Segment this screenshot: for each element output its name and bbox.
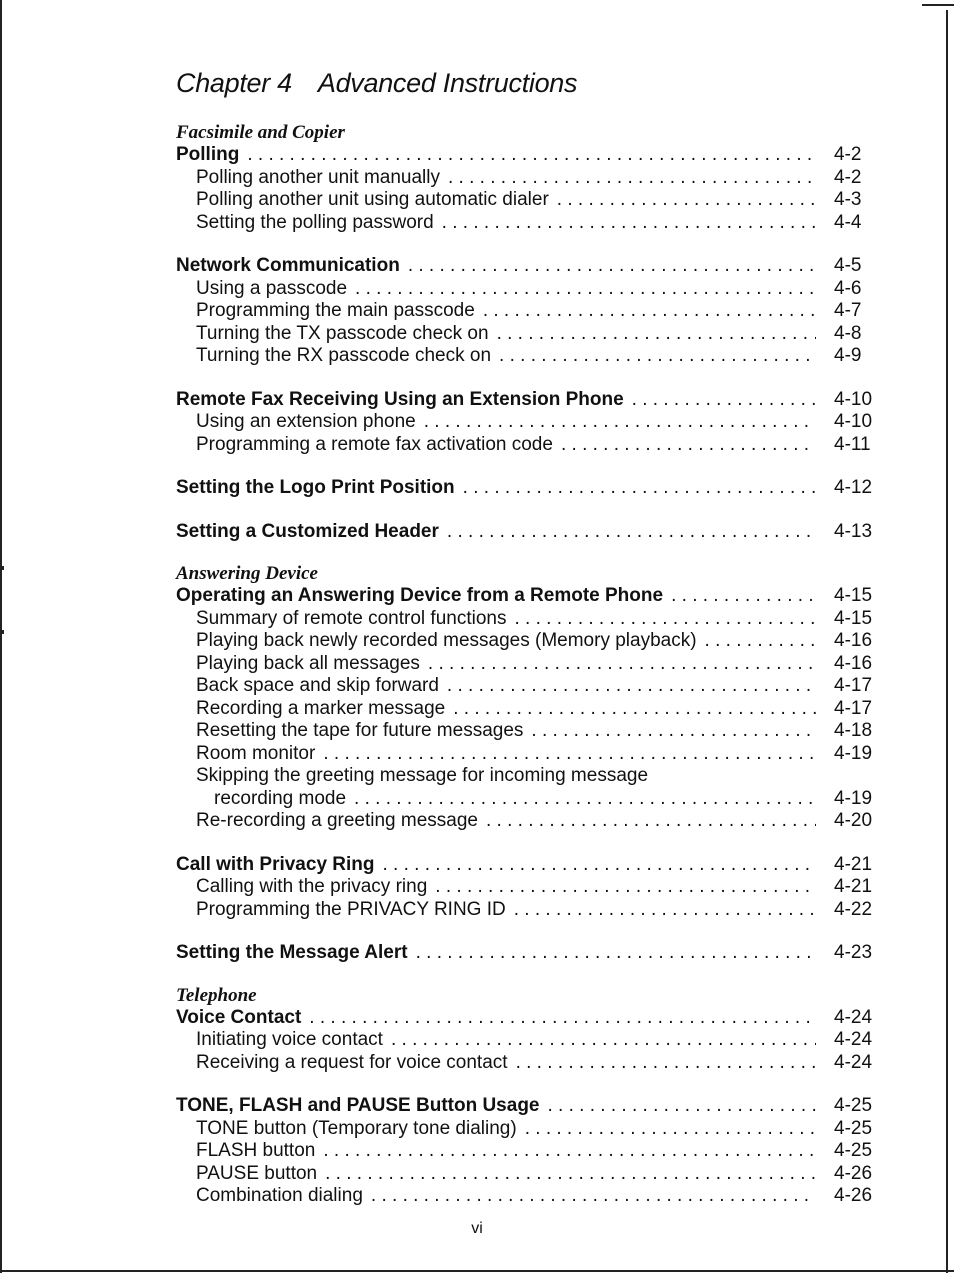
- entry-title: Voice Contact: [176, 1006, 302, 1028]
- entry-page-number: 4-19: [834, 787, 873, 809]
- corner-mark: [922, 4, 954, 6]
- dot-leader: [309, 1007, 816, 1030]
- section-category: Telephone: [176, 984, 257, 1006]
- toc-subentry[interactable]: [176, 653, 882, 676]
- dot-leader: [486, 810, 816, 833]
- entry-page-number: 4-13: [834, 520, 873, 542]
- dot-leader: [483, 300, 816, 323]
- dot-leader: [323, 743, 816, 766]
- dot-leader: [448, 167, 816, 190]
- dot-leader: [383, 854, 817, 877]
- entry-page-number: 4-4: [834, 211, 862, 233]
- entry-page-number: 4-21: [834, 876, 873, 897]
- entry-page-number: 4-23: [834, 942, 873, 963]
- toc-heading-entry[interactable]: [176, 144, 882, 167]
- entry-title: Skipping the greeting message for incoming message: [196, 765, 649, 786]
- toc-heading-entry[interactable]: [176, 1095, 882, 1118]
- entry-title: Turning the RX passcode check on: [196, 345, 492, 366]
- entry-title: Operating an Answering Device from a Remote Phone: [176, 585, 664, 606]
- entry-title: Recording a marker message: [196, 697, 446, 719]
- dot-leader: [525, 1118, 816, 1141]
- chapter-title: Advanced Instructions: [317, 68, 578, 98]
- toc-subentry[interactable]: [176, 411, 882, 434]
- entry-page-number: 4-6: [834, 277, 862, 299]
- dot-leader: [323, 1140, 816, 1163]
- entry-page-number: 4-17: [834, 675, 873, 696]
- toc-heading-entry[interactable]: [176, 585, 882, 608]
- entry-page-number: 4-8: [834, 322, 862, 344]
- entry-title: Setting a Customized Header: [176, 520, 439, 542]
- entry-title: Receiving a request for voice contact: [196, 1051, 508, 1073]
- dot-leader: [428, 653, 816, 676]
- toc-subentry[interactable]: [176, 1029, 882, 1052]
- entry-title: Summary of remote control functions: [196, 607, 507, 629]
- toc-subentry[interactable]: [176, 675, 882, 698]
- entry-title: Resetting the tape for future messages: [196, 720, 524, 741]
- toc-subentry[interactable]: [176, 189, 882, 212]
- dot-leader: [442, 212, 816, 235]
- entry-page-number: 4-9: [834, 345, 862, 366]
- edge-tick: [0, 566, 4, 570]
- toc-subentry[interactable]: [176, 278, 882, 301]
- toc-subentry[interactable]: [176, 1163, 882, 1186]
- entry-page-number: 4-24: [834, 1051, 873, 1073]
- dot-leader: [632, 389, 816, 412]
- dot-leader: [447, 521, 816, 544]
- toc-subentry[interactable]: [176, 630, 882, 653]
- toc-subentry[interactable]: [176, 300, 882, 323]
- dot-leader: [557, 189, 816, 212]
- dot-leader: [435, 876, 816, 899]
- dot-leader: [463, 477, 816, 500]
- dot-leader: [499, 345, 816, 368]
- entry-page-number: 4-16: [834, 652, 873, 674]
- table-of-contents: [176, 122, 882, 1208]
- entry-title: Re-recording a greeting message: [196, 810, 478, 831]
- toc-subentry[interactable]: [176, 608, 882, 631]
- entry-page-number: 4-25: [834, 1140, 873, 1161]
- dot-leader: [371, 1185, 816, 1208]
- entry-page-number: 4-17: [834, 697, 873, 719]
- entry-title: PAUSE button: [196, 1162, 318, 1184]
- toc-heading-entry[interactable]: [176, 1007, 882, 1030]
- chapter-number: Chapter 4: [176, 68, 292, 98]
- toc-subentry[interactable]: [176, 899, 882, 922]
- entry-title: Polling another unit manually: [196, 166, 440, 188]
- toc-subentry[interactable]: [176, 810, 882, 833]
- entry-page-number: 4-16: [834, 630, 873, 651]
- dot-leader: [514, 899, 816, 922]
- dot-leader: [424, 411, 816, 434]
- entry-page-number: 4-15: [834, 585, 873, 606]
- entry-title: Playing back newly recorded messages (Memory playback): [196, 630, 697, 651]
- toc-heading-entry[interactable]: [176, 521, 882, 544]
- toc-subentry[interactable]: [176, 1185, 882, 1208]
- toc-subentry[interactable]: [176, 876, 882, 899]
- toc-subentry[interactable]: [176, 1118, 882, 1141]
- dot-leader: [416, 942, 816, 965]
- entry-page-number: 4-19: [834, 742, 873, 764]
- entry-page-number: 4-3: [834, 189, 862, 210]
- entry-page-number: 4-18: [834, 720, 873, 741]
- dot-leader: [354, 788, 816, 811]
- entry-title: Polling: [176, 144, 240, 165]
- dot-leader: [247, 144, 816, 167]
- dot-leader: [671, 585, 816, 608]
- entry-page-number: 4-10: [834, 388, 873, 410]
- dot-leader: [408, 255, 816, 278]
- dot-leader: [705, 630, 816, 653]
- entry-title: Room monitor: [196, 742, 316, 764]
- dot-leader: [548, 1095, 817, 1118]
- toc-subentry[interactable]: [176, 434, 882, 457]
- entry-page-number: 4-24: [834, 1006, 873, 1028]
- toc-heading-entry[interactable]: [176, 854, 882, 877]
- entry-title: Polling another unit using automatic dialer: [196, 189, 549, 210]
- entry-title: TONE button (Temporary tone dialing): [196, 1117, 517, 1139]
- entry-title: Setting the Logo Print Position: [176, 477, 455, 498]
- entry-page-number: 4-26: [834, 1185, 873, 1206]
- dot-leader: [447, 675, 816, 698]
- entry-page-number: 4-24: [834, 1029, 873, 1050]
- entry-title: Call with Privacy Ring: [176, 853, 375, 875]
- toc-heading-entry[interactable]: [176, 255, 882, 278]
- dot-leader: [453, 698, 816, 721]
- entry-page-number: 4-5: [834, 255, 862, 276]
- toc-subentry[interactable]: [176, 345, 882, 368]
- entry-page-number: 4-15: [834, 607, 873, 629]
- entry-title: Calling with the privacy ring: [196, 876, 428, 897]
- dot-leader: [561, 434, 816, 457]
- entry-title: recording mode: [214, 787, 347, 809]
- entry-title: Setting the Message Alert: [176, 942, 408, 963]
- entry-title: Playing back all messages: [196, 652, 420, 674]
- entry-title: Programming the PRIVACY RING ID: [196, 898, 506, 920]
- toc-subentry[interactable]: [176, 698, 882, 721]
- entry-title: Programming the main passcode: [196, 300, 475, 321]
- dot-leader: [516, 1052, 816, 1075]
- toc-heading-entry[interactable]: [176, 942, 882, 965]
- left-page-border: [0, 0, 2, 1273]
- entry-title: TONE, FLASH and PAUSE Button Usage: [176, 1095, 540, 1116]
- entry-page-number: 4-25: [834, 1117, 873, 1139]
- entry-title: Using an extension phone: [196, 411, 416, 432]
- toc-subentry[interactable]: [176, 1140, 882, 1163]
- dot-leader: [325, 1163, 816, 1186]
- page-number: vi: [471, 1220, 483, 1237]
- dot-leader: [355, 278, 816, 301]
- entry-title: Programming a remote fax activation code: [196, 433, 553, 455]
- toc-subentry[interactable]: [176, 167, 882, 190]
- toc-subentry[interactable]: [176, 720, 882, 743]
- entry-page-number: 4-12: [834, 477, 873, 498]
- entry-page-number: 4-10: [834, 411, 873, 432]
- entry-page-number: 4-2: [834, 166, 862, 188]
- entry-title: Initiating voice contact: [196, 1029, 383, 1050]
- dot-leader: [531, 720, 816, 743]
- dot-leader: [514, 608, 816, 631]
- toc-subentry[interactable]: [176, 323, 882, 346]
- toc-heading-entry[interactable]: [176, 389, 882, 412]
- section-category: Answering Device: [176, 563, 318, 584]
- toc-subentry[interactable]: [176, 788, 882, 811]
- right-page-border: [946, 10, 948, 1273]
- section-category: Facsimile and Copier: [176, 122, 345, 143]
- entry-title: Remote Fax Receiving Using an Extension Phone: [176, 388, 624, 410]
- entry-page-number: 4-21: [834, 853, 873, 875]
- entry-page-number: 4-2: [834, 144, 862, 165]
- entry-page-number: 4-22: [834, 898, 873, 920]
- dot-leader: [497, 323, 816, 346]
- entry-page-number: 4-7: [834, 300, 862, 321]
- entry-title: Combination dialing: [196, 1185, 363, 1206]
- entry-title: Setting the polling password: [196, 211, 434, 233]
- toc-heading-entry[interactable]: [176, 477, 882, 500]
- entry-page-number: 4-26: [834, 1162, 873, 1184]
- bottom-page-border: [0, 1270, 954, 1272]
- toc-subentry[interactable]: [176, 212, 882, 235]
- entry-title: FLASH button: [196, 1140, 316, 1161]
- entry-page-number: 4-11: [834, 433, 871, 455]
- entry-page-number: 4-25: [834, 1095, 873, 1116]
- toc-subentry[interactable]: [176, 765, 882, 788]
- toc-subentry[interactable]: [176, 1052, 882, 1075]
- dot-leader: [391, 1029, 816, 1052]
- toc-subentry[interactable]: [176, 743, 882, 766]
- chapter-heading: [176, 68, 577, 99]
- edge-tick: [0, 630, 4, 634]
- entry-title: Using a passcode: [196, 277, 348, 299]
- entry-title: Back space and skip forward: [196, 675, 439, 696]
- entry-page-number: 4-20: [834, 810, 873, 831]
- entry-title: Turning the TX passcode check on: [196, 322, 489, 344]
- entry-title: Network Communication: [176, 255, 400, 276]
